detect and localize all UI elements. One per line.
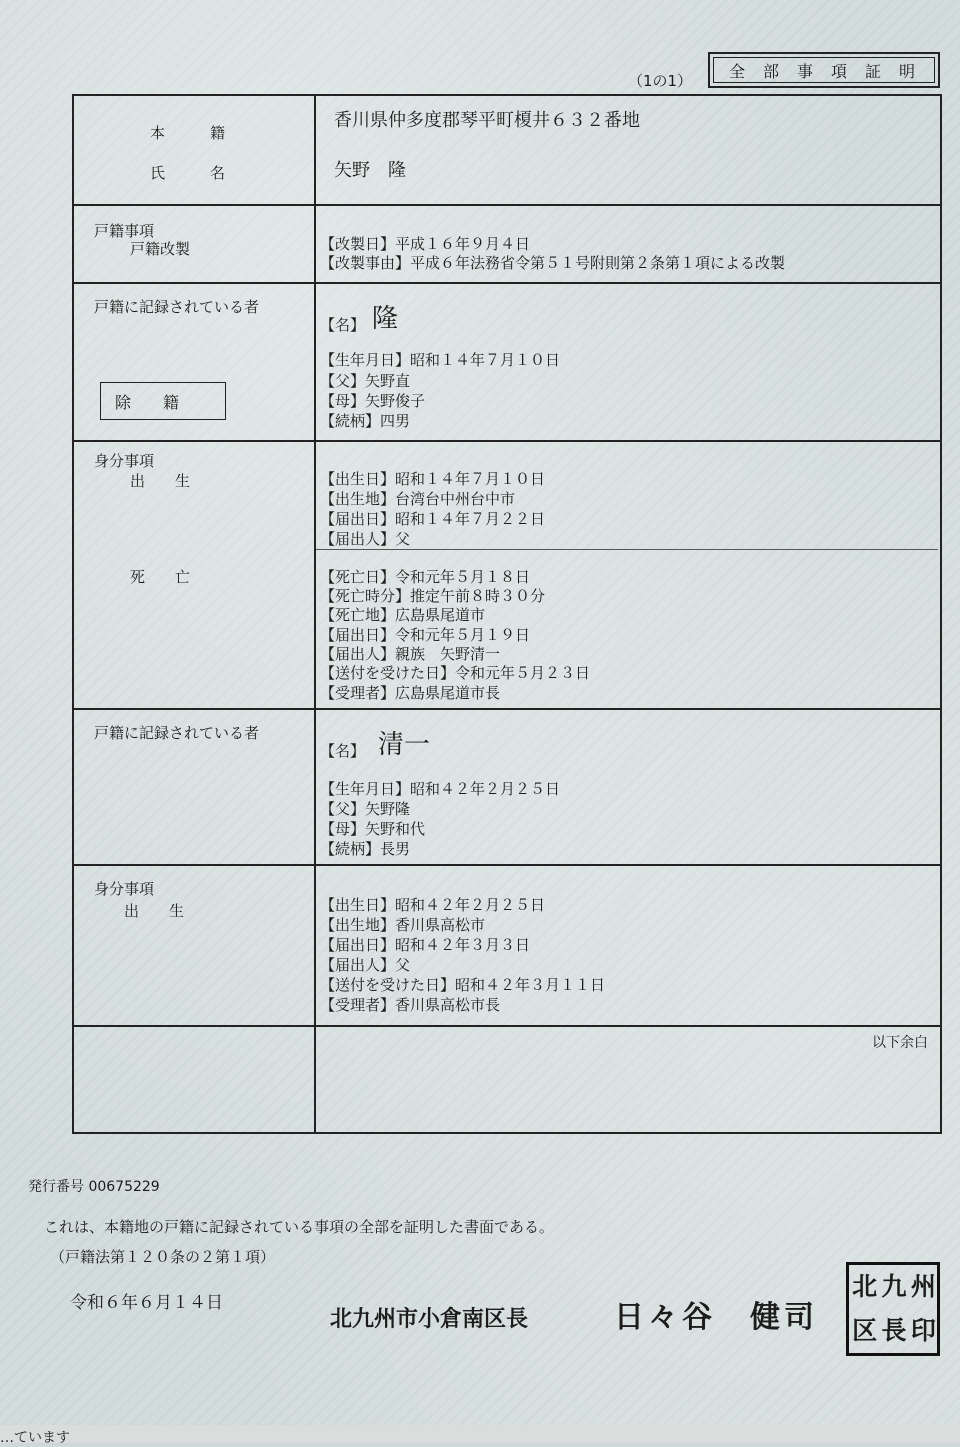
certificate-title: 全部事項証明: [713, 57, 935, 83]
birth-line: 【出生地】香川県高松市: [320, 916, 486, 934]
death-line: 【死亡日】令和元年５月１８日: [320, 568, 531, 586]
recorded-person-label: 戸籍に記録されている者: [94, 724, 260, 742]
birth-line: 【受理者】香川県高松市長: [320, 996, 501, 1014]
person-detail: 【父】矢野隆: [320, 800, 411, 818]
page-count: （1の1）: [628, 72, 693, 90]
issue-number: 発行番号 00675229: [28, 1179, 160, 1195]
person-name: 隆: [372, 304, 399, 334]
row-divider: [72, 1025, 942, 1027]
certificate-title-box: [708, 52, 940, 88]
death-line: 【死亡時分】推定午前８時３０分: [320, 587, 546, 605]
honseki-label: 本 籍: [150, 124, 226, 142]
birth-line: 【届出日】昭和１４年７月２２日: [320, 510, 546, 528]
row-divider: [72, 282, 942, 284]
seal-char: 北: [852, 1272, 876, 1301]
end-marker: 以下余白: [872, 1035, 928, 1051]
birth-line: 【出生日】昭和１４年７月１０日: [320, 470, 546, 488]
shimei-value: 矢野 隆: [334, 160, 406, 181]
row-divider: [72, 204, 942, 206]
death-label: 死 亡: [130, 568, 191, 586]
person-detail: 【父】矢野直: [320, 372, 411, 390]
birth-label: 出 生: [124, 902, 185, 920]
birth-line: 【届出人】父: [320, 956, 411, 974]
seal-char: 長: [881, 1316, 905, 1345]
birth-line: 【届出人】父: [320, 530, 411, 548]
name-tag: 【名】: [320, 742, 366, 760]
death-line: 【受理者】広島県尾道市長: [320, 684, 501, 702]
seal-char: 区: [852, 1316, 876, 1345]
birth-line: 【出生地】台湾台中州台中市: [320, 490, 516, 508]
removed-badge: [100, 382, 226, 420]
certification-statement: これは、本籍地の戸籍に記録されている事項の全部を証明した書面である。: [44, 1218, 555, 1236]
seal-char: 九: [881, 1272, 905, 1301]
honseki-value: 香川県仲多度郡琴平町榎井６３２番地: [334, 110, 640, 131]
mibun-jiko-label: 身分事項: [94, 880, 155, 898]
kaisei-reason: 【改製事由】平成６年法務省令第５１号附則第２条第１項による改製: [320, 254, 786, 272]
birth-line: 【送付を受けた日】昭和４２年３月１１日: [320, 976, 606, 994]
person-name: 清一: [378, 730, 431, 760]
row-divider: [72, 440, 942, 442]
row-divider: [72, 708, 942, 710]
person-detail: 【生年月日】昭和４２年２月２５日: [320, 780, 561, 798]
row-divider-thin: [316, 549, 938, 550]
name-tag: 【名】: [320, 316, 366, 334]
koseki-jiko-label: 戸籍事項: [94, 222, 155, 240]
person-detail: 【続柄】長男: [320, 840, 411, 858]
issue-date: 令和６年６月１４日: [70, 1293, 223, 1313]
bottom-edge: [0, 1425, 960, 1443]
birth-line: 【出生日】昭和４２年２月２５日: [320, 896, 546, 914]
bottom-cut-text: …ています: [0, 1430, 70, 1446]
death-line: 【届出日】令和元年５月１９日: [320, 626, 531, 644]
mibun-jiko-label: 身分事項: [94, 452, 155, 470]
birth-line: 【届出日】昭和４２年３月３日: [320, 936, 531, 954]
seal-char: 印: [910, 1316, 934, 1345]
column-divider: [314, 94, 316, 1134]
official-seal: [846, 1262, 940, 1356]
issuer-title: 北九州市小倉南区長: [330, 1307, 529, 1332]
recorded-person-label: 戸籍に記録されている者: [94, 298, 260, 316]
removed-badge-text: 除 籍: [115, 392, 180, 412]
person-detail: 【母】矢野俊子: [320, 392, 426, 410]
birth-label: 出 生: [130, 472, 191, 490]
koseki-kaisei-label: 戸籍改製: [130, 240, 191, 258]
death-line: 【死亡地】広島県尾道市: [320, 606, 486, 624]
row-divider: [72, 864, 942, 866]
law-reference: （戸籍法第１２０条の２第１項）: [50, 1248, 276, 1266]
death-line: 【届出人】親族 矢野清一: [320, 645, 501, 663]
seal-char: 州: [910, 1272, 934, 1301]
person-detail: 【生年月日】昭和１４年７月１０日: [320, 351, 561, 369]
issuer-name: 日々谷 健司: [614, 1300, 818, 1335]
person-detail: 【続柄】四男: [320, 412, 411, 430]
kaisei-date: 【改製日】平成１６年９月４日: [320, 235, 531, 253]
death-line: 【送付を受けた日】令和元年５月２３日: [320, 664, 591, 682]
person-detail: 【母】矢野和代: [320, 820, 426, 838]
shimei-label: 氏 名: [150, 164, 226, 182]
